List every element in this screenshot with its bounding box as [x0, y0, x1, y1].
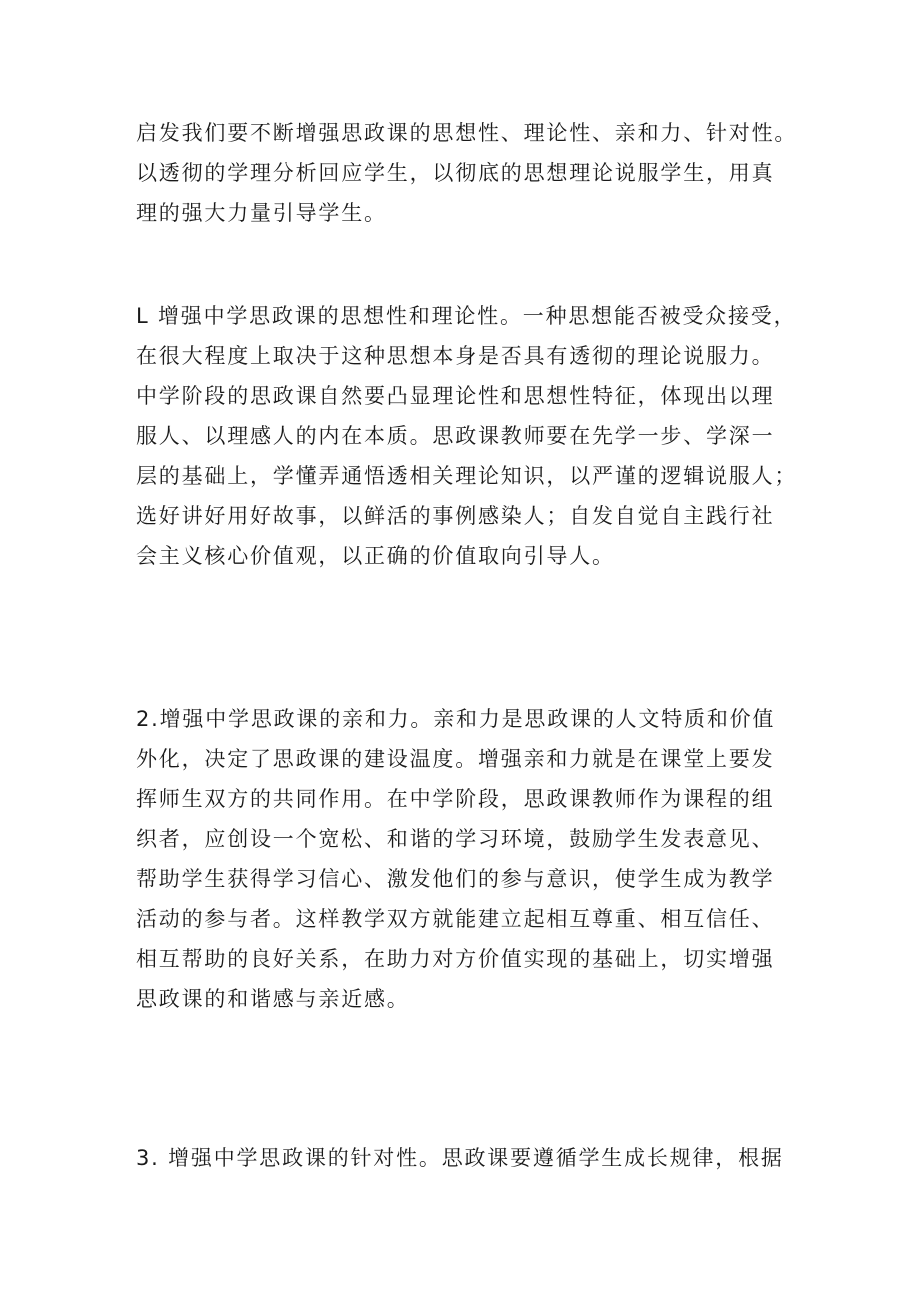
text-line: 相互帮助的良好关系，在助力对方价值实现的基础上，切实增强 [136, 947, 775, 971]
paragraph-point-2 [136, 699, 796, 1019]
text-line: 外化，决定了思政课的建设温度。增强亲和力就是在课堂上要发 [136, 747, 775, 771]
text-line: 启发我们要不断增强思政课的思想性、理论性、亲和力、针对性。 [136, 121, 798, 145]
text-line: 选好讲好用好故事，以鲜活的事例感染人；自发自觉自主践行社 [136, 504, 775, 528]
text-line: 2.增强中学思政课的亲和力。亲和力是思政课的人文特质和价值 [136, 707, 776, 731]
text-line: 活动的参与者。这样教学双方就能建立起相互尊重、相互信任、 [136, 907, 775, 931]
text-line: 以透彻的学理分析回应学生，以彻底的思想理论说服学生，用真 [136, 161, 775, 185]
text-line: 织者，应创设一个宽松、和谐的学习环境，鼓励学生发表意见、 [136, 827, 775, 851]
text-line: 会主义核心价值观，以正确的价值取向引导人。 [136, 544, 615, 568]
text-line: 层的基础上，学懂弄通悟透相关理论知识，以严谨的逻辑说服人； [136, 464, 798, 488]
paragraph-point-3 [136, 1138, 796, 1178]
paragraph-point-1 [136, 296, 796, 576]
text-line: 服人、以理感人的内在本质。思政课教师要在先学一步、学深一 [136, 424, 775, 448]
text-line: 思政课的和谐感与亲近感。 [136, 987, 410, 1011]
text-line: 帮助学生获得学习信心、激发他们的参与意识，使学生成为教学 [136, 867, 775, 891]
text-line: 在很大程度上取决于这种思想本身是否具有透彻的理论说服力。 [136, 344, 775, 368]
text-line: 理的强大力量引导学生。 [136, 201, 387, 225]
paragraph-intro [136, 113, 796, 233]
text-line: 3. 增强中学思政课的针对性。思政课要遵循学生成长规律，根据 [136, 1146, 784, 1170]
text-line: L 增强中学思政课的思想性和理论性。一种思想能否被受众接受， [136, 304, 797, 328]
text-line: 中学阶段的思政课自然要凸显理论性和思想性特征，体现出以理 [136, 384, 775, 408]
text-line: 挥师生双方的共同作用。在中学阶段，思政课教师作为课程的组 [136, 787, 775, 811]
